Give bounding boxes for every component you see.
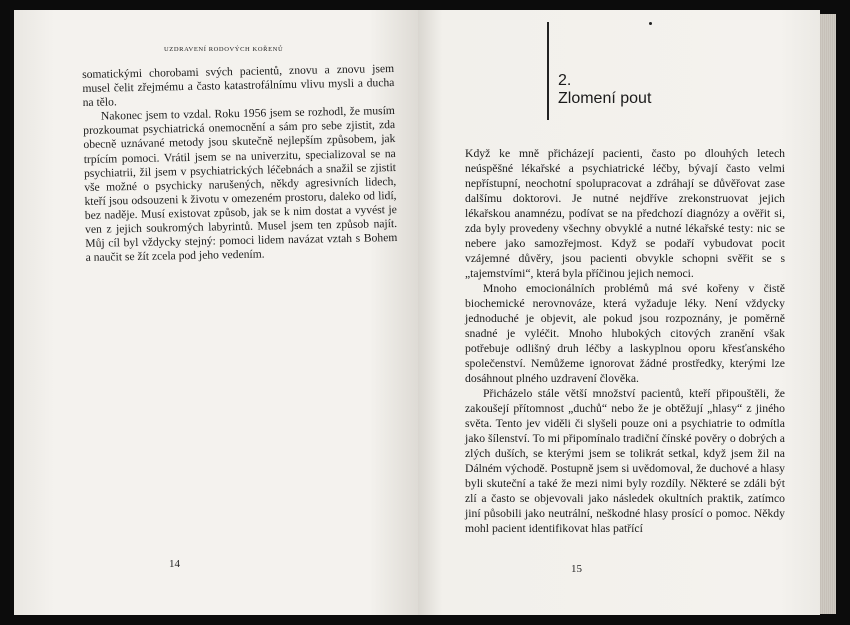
- chapter-number: 2.: [558, 72, 572, 89]
- left-page-body: [82, 62, 398, 265]
- left-page: [14, 10, 418, 615]
- paragraph: Mnoho emocionálních problémů má své kořeny v čistě biochemické nerovnováze, která vyžaduje léky. Není vždycky jednoduché je objevit, ale pokud jsou rozpoznány, je poměrně snadné je vyléčit. Mnoho hlubokých citových zranění však potřebuje odlišný druh léčby a laskyplnou oporu křesťanského společenství. Nemůžeme ignorovat žádné prostředky, kterými lze dosáhnout plného uzdravení člověka.: [465, 282, 785, 385]
- page-edges: [820, 14, 836, 614]
- paragraph: Přicházelo stále větší množství pacientů, kteří připouštěli, že zakoušejí přítomnost „duchů“ nebo že je obtěžují „hlasy“ z jiného světa. Tento jev viděli či slyšeli pouze oni a psychiatrie to odmítla jako šílenství. To mi připomínalo tradiční čínské pověry o dobrých a zlých duších, se kterými jsem se tolikrát setkal, když jsem žil na Dálném východě. Postupně jsem si uvědomoval, že duchové a hlasy byli skuteční a také že mezi nimi byly rozdíly. Některé se zdáli být zlí a často se objevovali jako následek okultních praktik, zatímco jiní působili jako neutrální, neškodné hlasy prosící o pomoc. Někdy mohl pacient identifikovat hlas patřící: [465, 387, 785, 535]
- ink-dot: [649, 22, 652, 25]
- page-number: 14: [169, 558, 180, 570]
- paragraph: Když ke mně přicházejí pacienti, často po dlouhých letech neúspěšné lékařské a psychiatrické léčby, bývají často velmi nepřístupní, neochotní spolupracovat a zdráhají se důvěřovat zase dalšímu doktorovi. Je nutné nejdříve zrekonstruovat jejich lékařskou anamnézu, podívat se na předchozí diagnózy a ověřit si, zda byly provedeny všechny obvyklé a nutné lékařské testy: nic se nebere jako samozřejmost. Když se podaří vybudovat pocit vzájemné důvěry, jsou pacienti obvykle schopni svěřit se s „tajemstvími“, která byla příčinou jejich nemoci.: [465, 147, 785, 280]
- right-page: [418, 10, 820, 615]
- chapter-rule: [547, 22, 549, 120]
- page-number: 15: [571, 563, 582, 575]
- chapter-title: Zlomení pout: [558, 90, 652, 107]
- paragraph: Nakonec jsem to vzdal. Roku 1956 jsem se rozhodl, že musím prozkoumat psychiatrická onemocnění a sám pro sebe zjistit, zda obecně uznávané metody jsou skutečně nejlepším způsobem, jak trpícím pomoci. Vrátil jsem se na univerzitu, specializoval se na psychiatrii, žil jsem v psychiatrických léčebnách a snažil se zjistit vše možné o psychicky narušených, někdy agresivních lidech, kteří jsou odsouzeni k životu v omezeném prostoru, daleko od lidí, bez naděje. Musí existovat způsob, jak se k nim dostat a vyvést je ven z jejich soukromých labyrintů. Musel jsem ten způsob najít. Můj cíl byl vždycky stejný: pomoci lidem navázat vztah s Bohem a naučit se žít zcela pod jeho vedením.: [83, 104, 398, 265]
- paragraph: somatickými chorobami svých pacientů, znovu a znovu jsem musel čelit zřejmému a často katastrofálnímu vlivu mysli a ducha na tělo.: [82, 62, 395, 110]
- book-spread: [14, 10, 836, 615]
- running-head: UZDRAVENÍ RODOVÝCH KOŘENŮ: [164, 46, 284, 53]
- right-page-body: [465, 146, 785, 536]
